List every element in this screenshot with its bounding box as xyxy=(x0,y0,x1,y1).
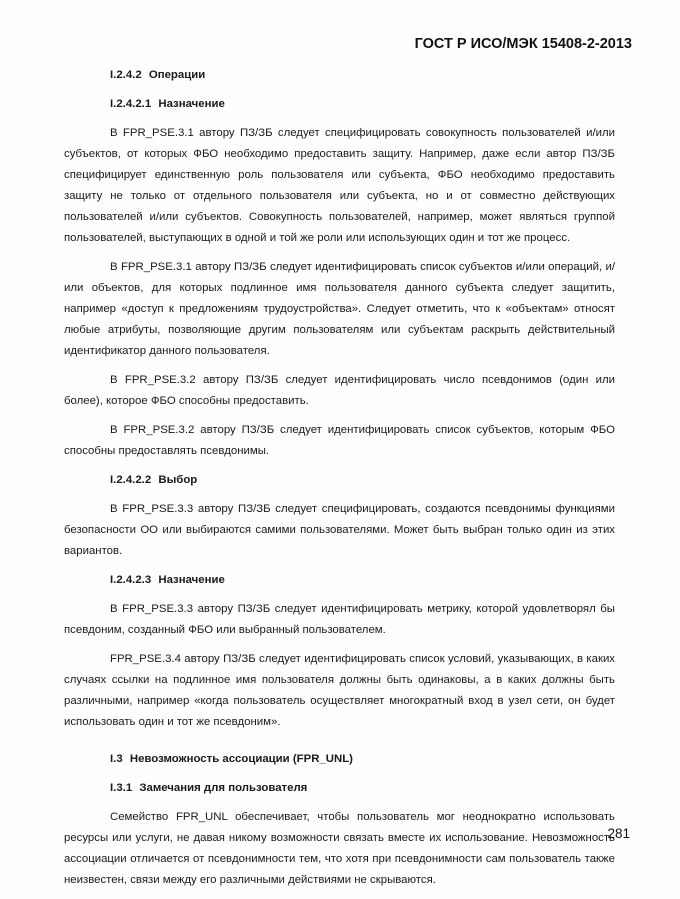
heading-number: I.3.1 xyxy=(110,782,133,794)
page-number: 281 xyxy=(607,826,630,841)
paragraph: Семейство FPR_UNL обеспечивает, чтобы пользователь мог неоднократно использовать ресурсы или услуги, не давая никому возможности связать вместе их использование. Невозможность ассоциации отличается от псевдонимности тем, что хотя при псевдонимности сам пользователь также неизвестен, связи между его различными действиями не скрываются. xyxy=(64,811,615,886)
paragraph: В FPR_PSE.3.2 автору ПЗ/ЗБ следует идентифицировать число псевдонимов (один или более), которое ФБО способны предоставить. xyxy=(64,374,615,407)
section-heading xyxy=(110,65,615,86)
paragraph: В FPR_PSE.3.3 автору ПЗ/ЗБ следует идентифицировать метрику, которой удовлетворял бы псевдоним, созданный ФБО или выбранный пользователем. xyxy=(64,603,615,636)
section-heading xyxy=(110,749,615,770)
section-heading xyxy=(110,778,615,799)
paragraph: В FPR_PSE.3.2 автору ПЗ/ЗБ следует идентифицировать список субъектов, которым ФБО способны предоставлять псевдонимы. xyxy=(64,424,615,457)
paragraph: В FPR_PSE.3.1 автору ПЗ/ЗБ следует специфицировать совокупность пользователей и/или субъектов, от которых ФБО необходимо предоставить защиту. Например, даже если автор ПЗ/ЗБ специфицирует единственную роль пользователя или субъекта, ФБО необходимо предоставить защиту не только от отдельного пользователя или субъекта, но и от совместно действующих пользователей и/или субъектов. Совокупность пользователей, например, может являться группой пользователей, выступающих в одной и той же роли или использующих один и тот же процесс. xyxy=(64,127,615,244)
section-heading xyxy=(110,470,615,491)
heading-number: I.2.4.2.2 xyxy=(110,474,152,486)
section-heading xyxy=(110,570,615,591)
heading-number: I.2.4.2.3 xyxy=(110,574,152,586)
heading-title: Операции xyxy=(148,69,206,81)
heading-title: Невозможность ассоциации (FPR_UNL) xyxy=(129,753,353,765)
section-heading xyxy=(110,94,615,115)
heading-number: I.2.4.2 xyxy=(110,69,142,81)
heading-number: I.2.4.2.1 xyxy=(110,98,152,110)
paragraph: В FPR_PSE.3.3 автору ПЗ/ЗБ следует специфицировать, создаются псевдонимы функциями безопасности ОО или выбираются самими пользователями. Может быть выбран только один из этих вариантов. xyxy=(64,503,615,557)
heading-title: Назначение xyxy=(158,98,225,110)
heading-title: Замечания для пользователя xyxy=(139,782,308,794)
heading-title: Назначение xyxy=(158,574,225,586)
standard-header: ГОСТ Р ИСО/МЭК 15408-2-2013 xyxy=(414,36,632,52)
paragraph: FPR_PSE.3.4 автору ПЗ/ЗБ следует идентифицировать список условий, указывающих, в каких случаях ссылки на подлинное имя пользователя должны быть одинаковы, а в каких должны быть различными, например «когда пользователь осуществляет многократный вход в узел сети, он будет использовать один и тот же псевдоним». xyxy=(64,653,615,728)
heading-number: I.3 xyxy=(110,753,123,765)
document-body xyxy=(64,60,615,899)
heading-title: Выбор xyxy=(158,474,198,486)
paragraph: В FPR_PSE.3.1 автору ПЗ/ЗБ следует идентифицировать список субъектов и/или операций, и/или объектов, для которых подлинное имя пользователя данного субъекта следует защитить, например «доступ к предложениям трудоустройства». Следует отметить, что к «объектам» относят любые атрибуты, позволяющие другим пользователям или субъектам раскрыть действительный идентификатор данного пользователя. xyxy=(64,261,615,357)
